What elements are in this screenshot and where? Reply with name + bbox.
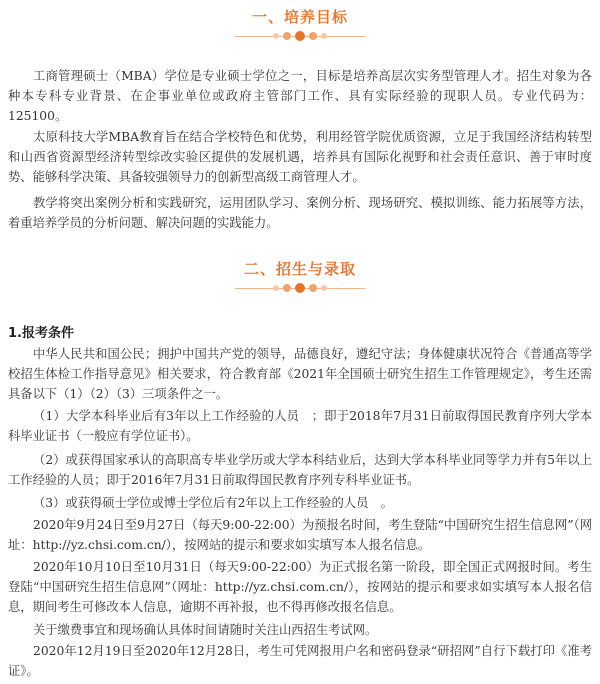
list-item: （2）或获得国家承认的高职高专毕业学历或大学本科结业后，达到大学本科毕业同等学力并有5年以上工作经验的人员；即于2016年7月31日前取得国民教育序列专科毕业证书。 <box>8 453 592 487</box>
paragraph: 关于缴费事宜和现场确认具体时间请随时关注山西招生考试网。 <box>33 623 378 637</box>
paragraph: 太原科技大学MBA教育旨在结合学校特色和优势，利用经管学院优质资源，立足于我国经济结构转型和山西省资源型经济转型综改实验区提供的发展机遇，培养具有国际化视野和社会责任意识、善于审时度势、能够科学决策、具备较强领导力的创新型高级工商管理人才。 <box>8 130 592 184</box>
section-title: 二、招生与录取 <box>243 260 356 278</box>
paragraph: 2020年12月19日至2020年12月28日，考生可凭网报用户名和密码登录“研招网”自行下载打印《准考证》。 <box>8 644 592 678</box>
title-divider <box>235 284 365 294</box>
paragraph: 工商管理硕士（MBA）学位是专业硕士学位之一，目标是培养高层次实务型管理人才。招生对象为各种本专科专业背景、在企事业单位或政府主管部门工作、具有实际经验的现职人员。专业代码为：125100。 <box>8 69 592 123</box>
title-divider <box>235 32 365 42</box>
list-item: （3）或获得硕士学位或博士学位后有2年以上工作经验的人员 。 <box>33 496 393 510</box>
subsection-title: 1.报考条件 <box>8 326 74 341</box>
paragraph: 教学将突出案例分析和实践研究，运用团队学习、案例分析、现场研究、模拟训练、能力拓展等方法，着重培养学员的分析问题、解决问题的实践能力。 <box>8 196 592 230</box>
paragraph: 中华人民共和国公民；拥护中国共产党的领导，品德良好，遵纪守法；身体健康状况符合《普通高等学校招生体检工作指导意见》相关要求，符合教育部《2021年全国硕士研究生招生工作管理规定》，考生还需具备以下（1）（2）（3）三项条件之一。 <box>8 347 592 401</box>
section-title: 一、培养目标 <box>251 8 348 26</box>
paragraph: 2020年9月24日至9月27日（每天9:00-22:00）为预报名时间，考生登陆“中国研究生招生信息网”（网址：http://yz.chsi.com.cn/），按网站的提示和要求如实填写本人报名信息。 <box>8 518 592 552</box>
list-item: （1）大学本科毕业后有3年以上工作经验的人员 ；即于2018年7月31日前取得国民教育序列大学本科毕业证书（一般应有学位证书）。 <box>8 409 592 443</box>
section-header-training-goals <box>0 6 600 42</box>
paragraph: 2020年10月10日至10月31日（每天9:00-22:00）为正式报名第一阶段，即全国正式网报时间。考生登陆“中国研究生招生信息网”（网址：http://yz.chsi.com.cn/），按网站的提示和要求如实填写本人报名信息，期间考生可修改本人信息，逾期不再补报，也不得再修改报名信息。 <box>8 560 592 614</box>
section-header-admission <box>0 258 600 294</box>
